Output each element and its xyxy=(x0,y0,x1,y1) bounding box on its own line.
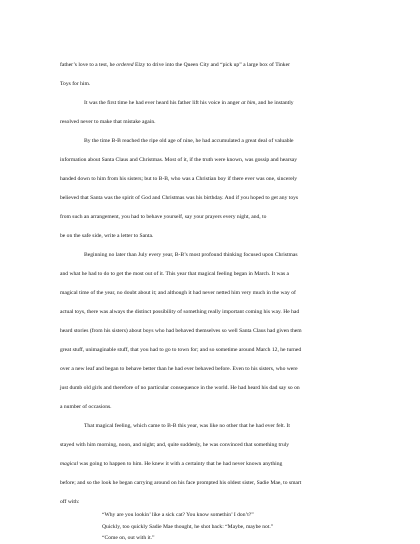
text-line: Toys for him. xyxy=(60,81,91,87)
text-line: “Why are you lookin’ like a sick cat? You know somethin’ I don’t?” xyxy=(102,512,254,518)
text-line: handed down to him from his sisters; but to B-B, who was a Christian boy if there ever was one, sincerely xyxy=(60,176,298,182)
text-line: It was the first time he had ever heard his father lift his voice in anger at him, and he instantly xyxy=(84,100,294,106)
text-line: be on the safe side, write a letter to Santa. xyxy=(60,233,154,239)
text-line: Quickly, too quickly Sadie Mae thought, he shot back: “Maybe, maybe not.” xyxy=(102,524,274,530)
text-line: and what he had to do to get the most out of it. This year that magical feeling began in March. It was a xyxy=(60,271,290,277)
text-line: off with: xyxy=(60,499,80,505)
text-line: believed that Santa was the spirit of God and Christmas was his birthday. And if you hoped to get any toys xyxy=(60,195,299,201)
text-line: heard stories (from his sisters) about boys who had behaved themselves so well Santa Claus had given them xyxy=(60,328,302,334)
text-line: resolved never to make that mistake again. xyxy=(60,119,156,125)
text-line: magical was going to happen to him. He knew it with a certainty that he had never known anything xyxy=(60,461,283,467)
text-line: information about Santa Claus and Christmas. Most of it, if the truth were known, was gossip and hearsay xyxy=(60,157,298,163)
text-line: “Come on, out with it.” xyxy=(102,535,155,541)
text-line: That magical feeling, which came to B-B this year, was like no other that he had ever felt. It xyxy=(84,423,290,429)
text-line: Beginning no later than July every year, B-B’s most profound thinking focused upon Christmas xyxy=(84,252,298,258)
text-line: before; and so the look he began carrying around on his face prompted his oldest sister, Sadie Mae, to smart xyxy=(60,480,302,486)
text-line: father’s love to a test, he ordered Elzy to drive into the Queen City and “pick up” a large box of Tinker xyxy=(60,62,290,68)
text-line: a number of occasions. xyxy=(60,404,112,410)
text-line: By the time B-B reached the ripe old age of nine, he had accumulated a great deal of valuable xyxy=(84,138,294,144)
text-line: just dumb old girls and therefore of no particular consequence in the world. He had heard his dad say so on xyxy=(60,385,300,391)
text-line: over a new leaf and began to behave better than he had ever behaved before. Even to his sisters, who were xyxy=(60,366,298,372)
text-line: actual toys, there was always the distinct possibility of something really important coming his way. He had xyxy=(60,309,300,315)
text-line: great stuff, unimaginable stuff, that you had to go to town for; and so sometime around March 12, he turned xyxy=(60,347,302,353)
text-line: stayed with him morning, noon, and night; and, quite suddenly, he was convinced that something truly xyxy=(60,442,290,448)
text-line: from such an arrangement, you had to behave yourself, say your prayers every night, and, to xyxy=(60,214,267,220)
text-line: magical time of the year, no doubt about it; and although it had never netted him very much in the way of xyxy=(60,290,296,296)
